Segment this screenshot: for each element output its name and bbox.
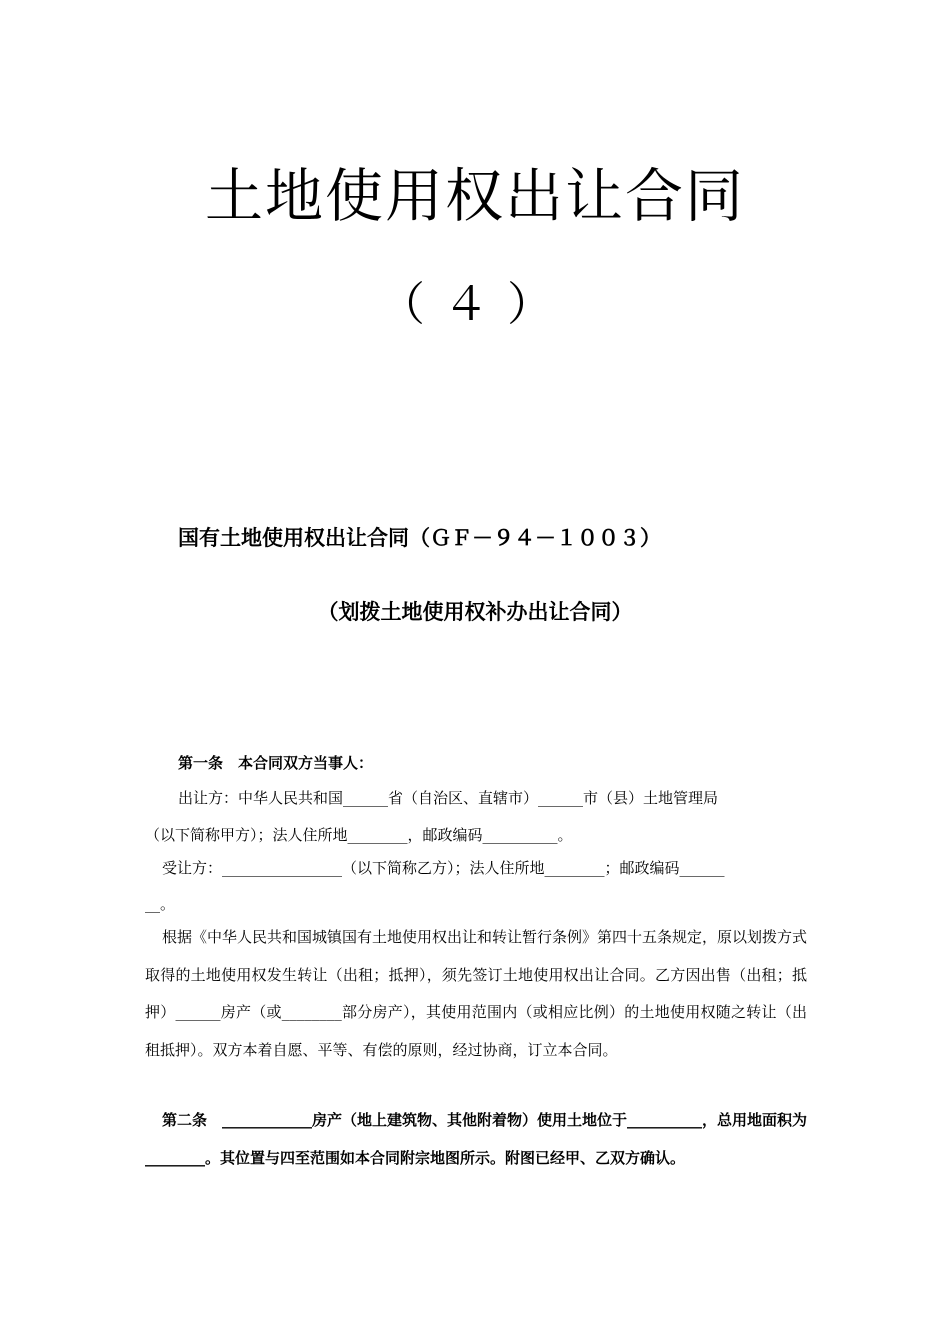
article1-heading: 第一条 本合同双方当事人：	[178, 754, 374, 772]
contract-subtitle: 国有土地使用权出让合同（ＧＦ－９４－１００３）	[178, 525, 661, 550]
document-number: （４）	[379, 277, 571, 331]
party-a-line2: （以下简称甲方）；法人住所地________，邮政编码__________。	[145, 826, 573, 844]
party-b-line2: __。	[145, 895, 176, 913]
document-title: 土地使用权出让合同	[204, 162, 745, 230]
party-a-line1: 出让方：中华人民共和国______省（自治区、直辖市）______市（县）土地管理局	[178, 789, 719, 807]
preamble-paragraph: 根据《中华人民共和国城镇国有土地使用权出让和转让暂行条例》第四十五条规定，原以划拨方式取得的土地使用权发生转让（出租；抵押），须先签订土地使用权出让合同。乙方因出售（出租；抵押）______房产（或________部分房产），其使用范围内（或相应比例）的土地使用权随之转让（出租抵押）。双方本着自愿、平等、有偿的原则，经过协商，订立本合同。	[145, 928, 808, 1059]
contract-subtitle-note: （划拨土地使用权补办出让合同）	[317, 599, 633, 624]
article2-paragraph: 第二条 ____________房产（地上建筑物、其他附着物）使用土地位于__________，总用地面积为________。其位置与四至范围如本合同附宗地图所示。附图已经甲、乙双方确认。	[145, 1111, 808, 1167]
party-b-line1: 受让方：________________（以下简称乙方）；法人住所地________；邮政编码______	[162, 859, 725, 877]
